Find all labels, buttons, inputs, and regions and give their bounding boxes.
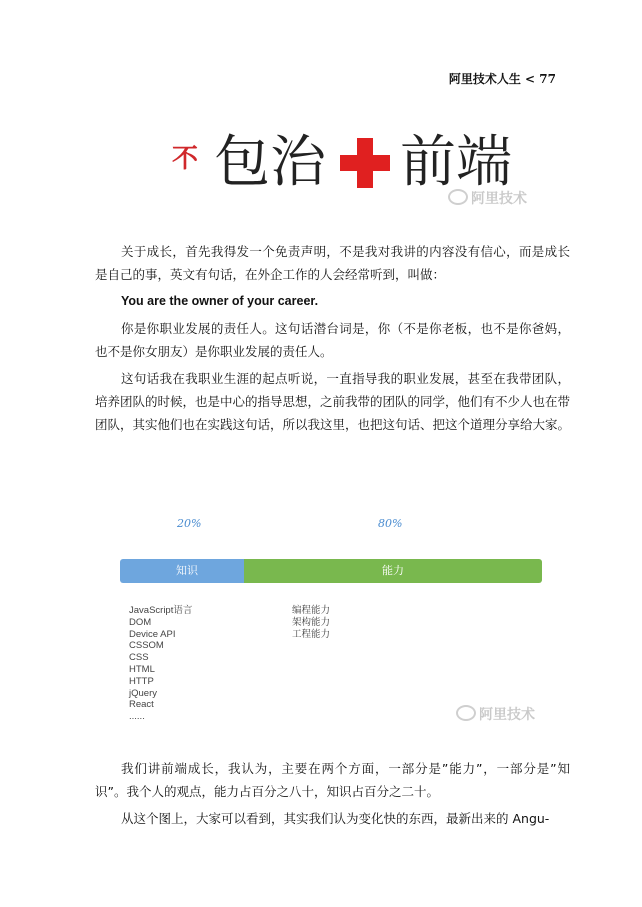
- paragraph: 关于成长，首先我得发一个免责声明，不是我对我讲的内容没有信心，而是成长是自己的事，英文有句话，在外企工作的人会经常听到，叫做：: [95, 244, 570, 282]
- list-item: HTML: [129, 663, 155, 675]
- watermark: 阿里技术: [456, 704, 535, 724]
- list-item: HTTP: [129, 675, 154, 687]
- list-item: 编程能力: [292, 605, 331, 616]
- list-item: CSSOM: [129, 640, 164, 652]
- watermark-icon: [456, 705, 476, 721]
- paragraph: 从这个图上，大家可以看到，其实我们认为变化快的东西，最新出来的 Angu-: [121, 811, 550, 826]
- list-item: ......: [129, 711, 145, 723]
- list-item: JavaScript语言: [129, 605, 193, 616]
- knowledge-list: [129, 605, 192, 723]
- list-item: React: [129, 699, 154, 711]
- knowledge-percent: 20%: [177, 517, 202, 530]
- list-item: 架构能力: [292, 616, 331, 628]
- paragraph: 你是你职业发展的责任人。这句话潜台词是，你（不是你老板，也不是你爸妈，也不是你女朋友）是你职业发展的责任人。: [95, 321, 570, 359]
- list-item: DOM: [129, 616, 152, 628]
- list-item: Device API: [129, 628, 176, 640]
- list-item: 工程能力: [292, 628, 331, 640]
- ability-bar: 能力: [244, 559, 542, 583]
- quote-english: You are the owner of your career.: [121, 294, 319, 308]
- hero-prefix: 不: [172, 144, 199, 174]
- list-item: CSS: [129, 652, 149, 664]
- hero-word-1: 包治: [214, 130, 326, 195]
- paragraph: 这句话我在我职业生涯的起点听说，一直指导我的职业发展，甚至在我带团队，培养团队的时候，也是中心的指导思想，之前我带的团队的同学，他们有不少人也在带团队，其实他们也在实践这句话，所以我这里，也把这句话、把这个道理分享给大家。: [95, 371, 571, 432]
- red-cross-icon: [340, 138, 390, 188]
- watermark-icon: [448, 189, 468, 205]
- watermark: 阿里技术: [448, 188, 527, 208]
- hero-word-2: 前端: [400, 130, 512, 195]
- paragraph: 我们讲前端成长，我认为，主要在两个方面，一部分是”能力”，一部分是”知识”。我个人的观点，能力占百分之八十，知识占百分之二十。: [95, 761, 570, 799]
- ability-percent: 80%: [378, 517, 403, 530]
- ability-list: [292, 605, 330, 640]
- knowledge-bar: 知识: [120, 559, 244, 583]
- list-item: jQuery: [129, 687, 157, 699]
- body-text-1: [95, 240, 570, 440]
- knowledge-ability-diagram: [120, 505, 545, 725]
- running-header: 阿里技术人生 < 77: [448, 72, 556, 86]
- body-text-2: [95, 757, 570, 834]
